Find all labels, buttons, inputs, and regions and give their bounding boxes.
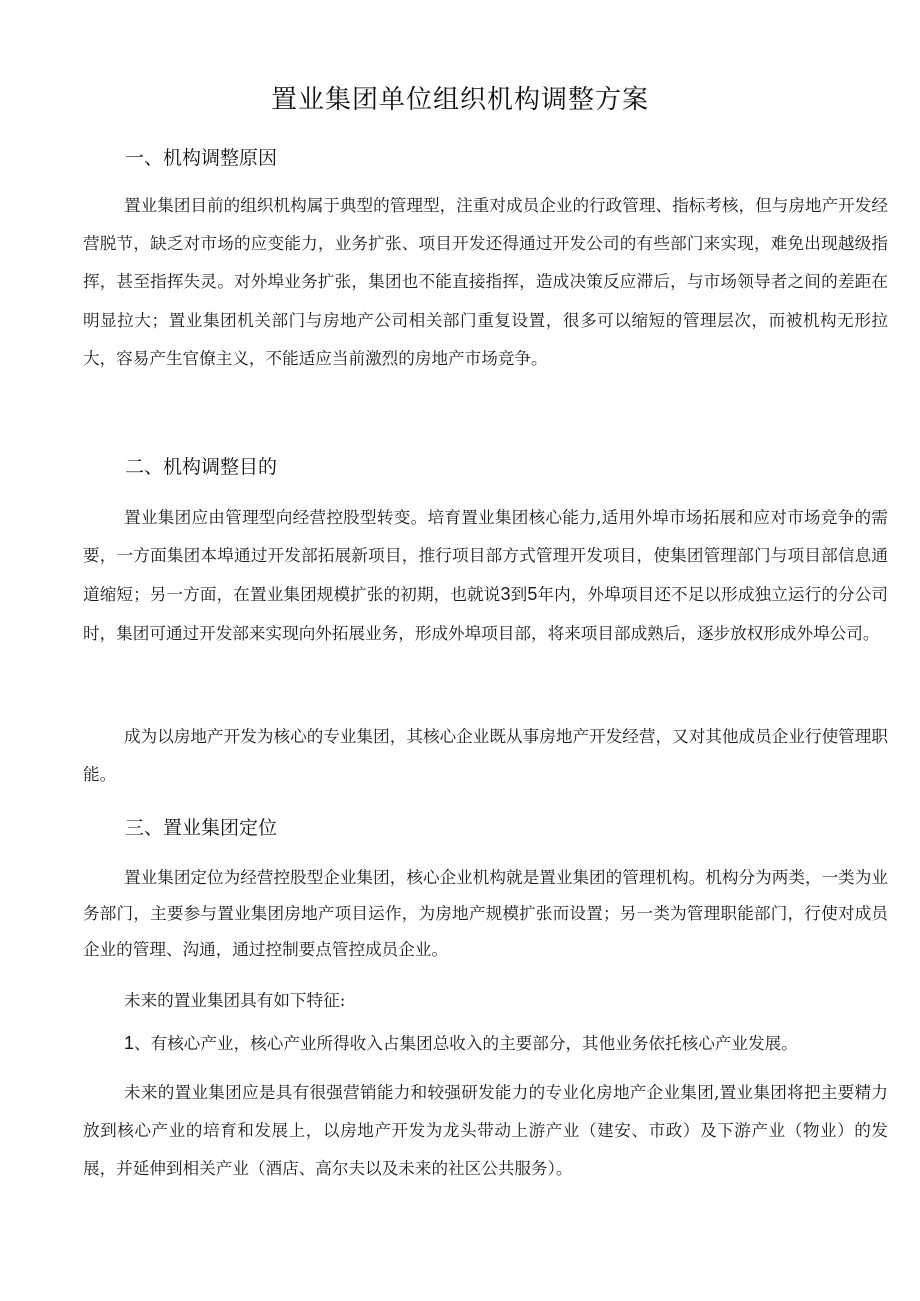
paragraph-purpose-to: 到 <box>510 585 528 605</box>
paragraph-future-group: 未来的置业集团应是具有很强营销能力和较强研发能力的专业化房地产企业集团,置业集团将把主要精力放到核心产业的培育和发展上，以房地产开发为龙头带动上游产业（建安、市政）及下游产业（物业）的发展，并延伸到相关产业（酒店、高尔夫以及未来的社区公共服务）。 <box>83 1083 888 1179</box>
paragraph-purpose-goal: 成为以房地产开发为核心的专业集团，其核心企业既从事房地产开发经营，又对其他成员企业行使管理职能。 <box>83 727 888 785</box>
list-item-text: 、有核心产业，核心产业所得收入占集团总收入的主要部分，其他业务依托核心产业发展。 <box>134 1034 798 1053</box>
paragraph-purpose <box>83 499 888 653</box>
paragraph-purpose-tail: 年内，外埠项目还不足以形成独立运行的分公司时，集团可通过开发部来实现向外拓展业务，形成外埠项目部，将来项目部成熟后，逐步放权形成外埠公司。 <box>83 585 889 643</box>
paragraph-positioning: 置业集团定位为经营控股型企业集团，核心企业机构就是置业集团的管理机构。机构分为两类，一类为业务部门，主要参与置业集团房地产项目运作，为房地产规模扩张而设置；另一类为管理职能部门，行使对成员企业的管理、沟通，通过控制要点管控成员企业。 <box>83 868 888 959</box>
paragraph-features-intro: 未来的置业集团具有如下特征: <box>124 991 346 1010</box>
paragraph-purpose-text: 置业集团应由管理型向经营控股型转变。培育置业集团核心能力,适用外埠市场拓展和应对市场竞争的需要，一方面集团本埠通过开发部拓展新项目，推行项目部方式管理开发项目，使集团管理部门与项目部信息通道缩短；另一方面，在置业集团规模扩张的初期，也就说 <box>83 508 888 605</box>
section-heading-positioning: 三、置业集团定位 <box>125 817 278 839</box>
number-five: 5 <box>527 584 538 605</box>
paragraph-reasons: 置业集团目前的组织机构属于典型的管理型，注重对成员企业的行政管理、指标考核，但与房地产开发经营脱节，缺乏对市场的应变能力，业务扩张、项目开发还得通过开发公司的有些部门来实现，难免出现越级指挥，甚至指挥失灵。对外埠业务扩张，集团也不能直接指挥，造成决策反应滞后，与市场领导者之间的差距在明显拉大；置业集团机关部门与房地产公司相关部门重复设置，很多可以缩短的管理层次，而被机构无形拉大，容易产生官僚主义，不能适应当前激烈的房地产市场竞争。 <box>83 196 888 368</box>
section-heading-purpose: 二、机构调整目的 <box>125 456 278 478</box>
section-heading-reasons: 一、机构调整原因 <box>125 147 278 169</box>
number-three: 3 <box>500 584 511 605</box>
document-title: 置业集团单位组织机构调整方案 <box>270 85 649 115</box>
list-item-core-industry <box>83 1024 888 1063</box>
list-item-number: 1 <box>124 1033 135 1053</box>
